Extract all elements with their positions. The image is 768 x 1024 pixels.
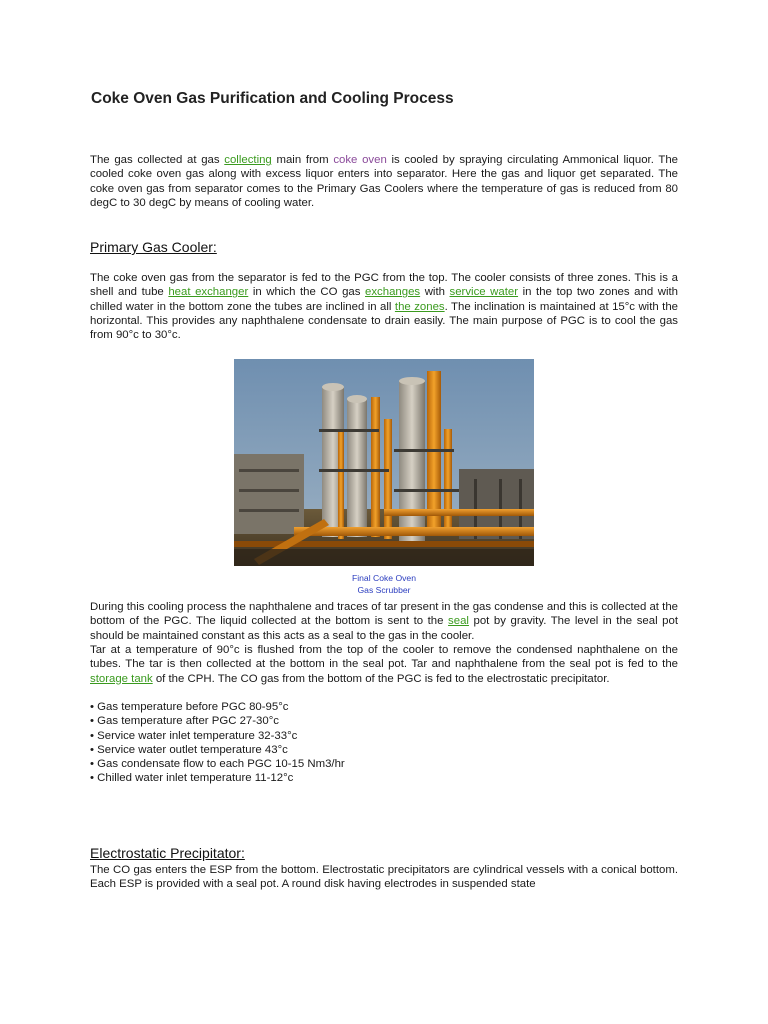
list-item: • Gas temperature before PGC 80-95°c [90, 701, 289, 713]
intro-text-3: is cooled by spraying circulating Ammonical liquor. The cooled coke oven gas along with excess liquor enters into separator. Here the gas and liquor get separated. The coke oven gas from separator comes to the Primary Gas Coolers where the temperature of gas is reduced from 80 degC to 30 degC by means of cooling water. [90, 154, 678, 209]
tar-text-2: of the CPH. The CO gas from the bottom of the PGC is fed to the electrostatic precipitator. [152, 672, 610, 685]
esp-paragraph: The CO gas enters the ESP from the bottom. Electrostatic precipitators are cylindrical vessels with a conical bottom. Each ESP is provided with a seal pot. A round disk having electrodes in suspended state [90, 864, 678, 891]
list-item: • Service water outlet temperature 43°c [90, 743, 288, 756]
list-item: • Service water inlet temperature 32-33°c [90, 729, 298, 742]
tar-text-1: Tar at a temperature of 90°c is flushed from the top of the cooler to remove the condensed naphthalene on the tubes. The tar is then collected at the bottom in the seal pot. Tar and naphthalene from the seal pot is fed to the [90, 644, 678, 671]
pgc-text-4: in the top two zones and with chilled water in the bottom zone the tubes are inclined in all [90, 286, 678, 313]
seal-link[interactable]: seal [448, 615, 469, 628]
exchanges-link[interactable]: exchanges [365, 286, 421, 299]
caption-line-2: Gas Scrubber [357, 584, 411, 595]
list-item: • Gas temperature after PGC 27-30°c [90, 715, 279, 728]
storage-tank-link[interactable]: storage tank [90, 672, 153, 685]
tar-paragraph [90, 643, 678, 686]
cooling-text-2: pot by gravity. The level in the seal pot should be maintained constant as this acts as a seal to the gas in the cooler. [90, 615, 678, 642]
figure-caption [334, 573, 434, 596]
coke-oven-link[interactable]: coke oven [333, 154, 387, 166]
service-water-link[interactable]: service water [449, 286, 519, 299]
page-title: Coke Oven Gas Purification and Cooling Process [91, 90, 454, 107]
intro-paragraph [90, 153, 678, 210]
pgc-text-3: with [420, 286, 450, 299]
pgc-paragraph [90, 271, 678, 342]
heat-exchanger-link[interactable]: heat exchanger [168, 286, 249, 299]
cooling-text-1: During this cooling process the naphthalene and traces of tar present in the gas condense and this is collected at the bottom of the PGC. The liquid collected at the bottom is sent to the [90, 601, 678, 628]
list-item: • Chilled water inlet temperature 11-12°c [90, 772, 294, 785]
caption-line-1: Final Coke Oven [351, 573, 416, 583]
cooling-paragraph [90, 600, 678, 643]
list-item: • Gas condensate flow to each PGC 10-15 Nm3/hr [90, 758, 345, 771]
gas-scrubber-photo [234, 359, 534, 566]
pgc-text-1: The coke oven gas from the separator is fed to the PGC from the top. The cooler consists of three zones. This is a shell and tube [90, 272, 678, 299]
electrostatic-precipitator-heading: Electrostatic Precipitator: [90, 845, 245, 861]
the-zones-link[interactable]: the zones [394, 300, 445, 313]
parameter-list [90, 700, 345, 786]
primary-gas-cooler-heading: Primary Gas Cooler: [90, 239, 217, 255]
intro-text-2: main from [271, 154, 334, 166]
pgc-text-5: . The inclination is maintained at 15°c with the horizontal. This provides any naphthalene condensate to drain easily. The main purpose of PGC is to cool the gas from 90°c to 30°c. [90, 300, 678, 342]
pgc-text-2: in which the CO gas [248, 286, 366, 299]
collecting-link[interactable]: collecting [224, 154, 272, 166]
intro-text-1: The gas collected at gas [90, 154, 225, 166]
